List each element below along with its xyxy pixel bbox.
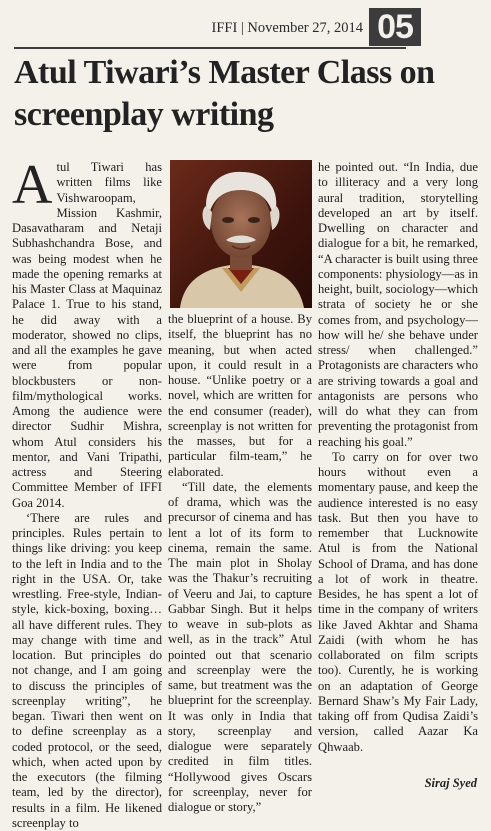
article-column-1 [12, 154, 162, 830]
article-column-2 [168, 312, 312, 814]
paragraph [12, 154, 162, 511]
paragraph: To carry on for over two hours without even a momentary pause, and keep the audience interested is no easy task. But then you have to remember that Lucknowite Atul is from the National School of Drama, and has done a lot of work in theatre. Besides, he has spent a lot of time in the company of writers like Javed Akhtar and Shama Zaidi (with whom he has collaborated on film scripts too). Curently, he is working on an adaptation of George Bernard Shaw’s My Fair Lady, taking off from Qudisa Zaidi’s version, called Aazar Ka Qhwaab. [318, 449, 478, 754]
page-number: 05 [369, 8, 421, 46]
paragraph: ‘There are rules and principles. Rules pertain to things like driving: you keep to the left in India and to the right in the USA. Or, take wrestling. Free-style, Indian-style, kick-boxing, boxing…all have different rules. They may change with time and location. But principles do not change, and I am going to discuss the principles of screenplay writing”, he began. Tiwari then went on to define screenplay as a coded protocol, or the seed, which, when acted upon by the executors (the filming team, led by the director), results in a film. He likened screenplay to [12, 510, 162, 830]
portrait-illustration [170, 160, 312, 308]
article-column-3 [318, 160, 478, 760]
paragraph-text: tul Tiwari has written films like Vishwaroopam, Mission Kashmir, Dasavatharam and Netaji Subhashchandra Bose, and was being modest when he made the opening remarks at his Master Class at Maquinaz Palace 1. True to his stand, he did away with a moderator, showed no clips, and all the examples he gave were from popular blockbusters or non-film/mythological works. Among the audience were director Sudhir Mishra, whom Atul considers his mentor, and Vani Tripathi, actress and Steering Committee Member of IFFI Goa 2014. [12, 160, 162, 510]
paragraph: the blueprint of a house. By itself, the blueprint has no meaning, but when acted upon, it could result in a house. “Unlike poetry or a novel, which are written for the end consumer (reader), screenplay is not written for the masses, but for a particular film-team,” he elaborated. [168, 312, 312, 479]
masthead-date: IFFI | November 27, 2014 [211, 20, 363, 36]
author-byline: Siraj Syed [424, 776, 477, 790]
portrait-photo [170, 160, 312, 308]
paragraph: “Till date, the elements of drama, which was the precursor of cinema and has lent a lot of its form to cinema, remain the same. The main plot in Sholay was the Thakur’s recruiting of Veeru and Jai, to capture Gabbar Singh. But it helps to weave in sub-plots as well, as in the track” Atul pointed out that scenario and screenplay were the same, but treatment was the blueprint for the screenplay. It was only in India that story, screenplay and dialogue were separately credited in film titles. “Hollywood gives Oscars for screenplay, never for dialogue or story,” [168, 479, 312, 814]
drop-cap: A [12, 154, 53, 216]
masthead [0, 8, 491, 46]
masthead-rule [14, 47, 406, 49]
article-headline: Atul Tiwari’s Master Class on screenplay writing [14, 54, 435, 133]
paragraph: he pointed out. “In India, due to illiteracy and a very long aural tradition, storytelling developed an art by itself. Dwelling on character and dialogue for a bit, he remarked, “A character is built using three components: physiology—as in height, built, sociology—which strata of society he or she comes from, and psychology—how will he/ she behave under stress/ when challenged.” Protagonists are characters who are striving towards a goal and antagonists are persons who will do what they can from preventing the protagonist from reaching his goal.” [318, 160, 478, 449]
